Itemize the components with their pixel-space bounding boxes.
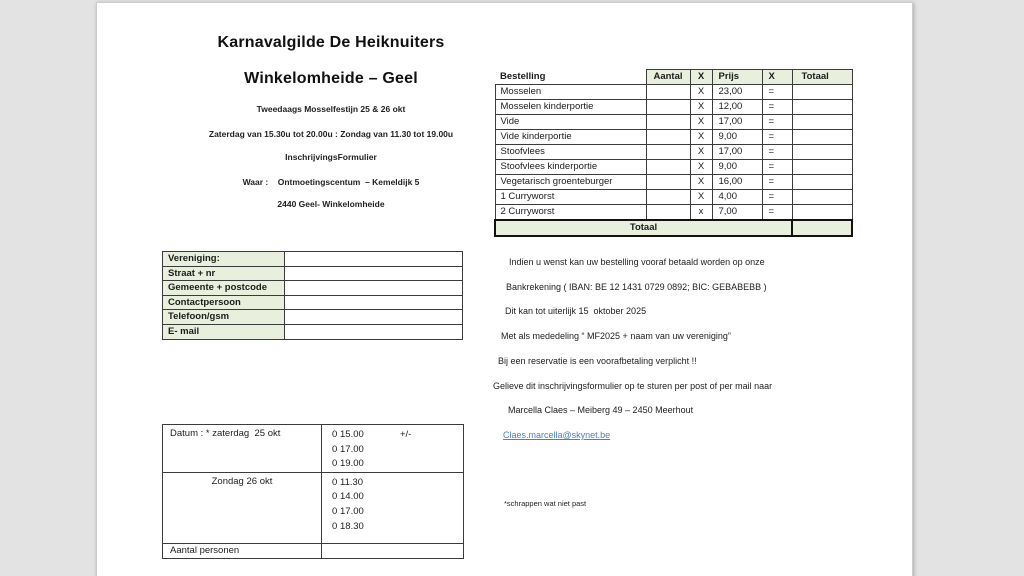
order-x-cell: X (690, 160, 712, 175)
order-aantal-input-cell[interactable] (646, 145, 690, 160)
payment-line: Bankrekening ( IBAN: BE 12 1431 0729 0892; BIC: GEBABEBB ) (506, 281, 767, 292)
contact-label-cell: Straat + nr (163, 266, 285, 281)
contact-label-cell: Vereniging: (163, 252, 285, 267)
order-prijs-cell: 7,00 (712, 205, 762, 221)
circle-mark[interactable]: 0 (332, 491, 338, 503)
order-eq-cell: = (762, 100, 792, 115)
saturday-times-cell (322, 425, 464, 473)
time-option-line[interactable] (322, 443, 463, 458)
time-value: 11.30 (340, 476, 364, 488)
order-row (495, 205, 852, 221)
order-header-x2: X (762, 70, 792, 85)
order-x-cell: X (690, 175, 712, 190)
time-option-line[interactable] (322, 476, 463, 491)
contact-label-cell: Gemeente + postcode (163, 281, 285, 296)
contact-value-input-cell[interactable] (285, 295, 463, 310)
order-header-prijs: Prijs (712, 70, 762, 85)
order-x-cell: X (690, 145, 712, 160)
order-row (495, 100, 852, 115)
order-prijs-cell: 12,00 (712, 100, 762, 115)
time-option-line[interactable] (322, 520, 463, 535)
order-prijs-cell: 9,00 (712, 160, 762, 175)
payment-line: Dit kan tot uiterlijk 15 oktober 2025 (505, 306, 647, 317)
contact-row (163, 281, 463, 296)
payment-contact-line: Marcella Claes – Meiberg 49 – 2450 Meerhout (508, 405, 694, 416)
order-header-x1: X (690, 70, 712, 85)
order-header-row (495, 70, 852, 85)
contact-row (163, 252, 463, 267)
circle-mark[interactable]: 0 (332, 505, 338, 517)
time-option-line[interactable] (322, 505, 463, 520)
order-row (495, 145, 852, 160)
contact-row (163, 266, 463, 281)
order-item-cell: Stoofvlees (495, 145, 646, 160)
order-prijs-cell: 23,00 (712, 85, 762, 100)
time-value: 14.00 (340, 491, 364, 503)
order-aantal-input-cell[interactable] (646, 190, 690, 205)
order-aantal-input-cell[interactable] (646, 130, 690, 145)
sunday-label-cell: Zondag 26 okt (163, 472, 322, 543)
time-value: 17.00 (340, 505, 364, 517)
order-item-cell: Vide kinderportie (495, 130, 646, 145)
order-x-cell: x (690, 205, 712, 221)
order-footer-row (495, 220, 852, 236)
circle-mark[interactable]: 0 (332, 458, 338, 470)
contact-row (163, 310, 463, 325)
order-footer-total-cell[interactable] (792, 220, 852, 236)
time-option-line[interactable] (322, 490, 463, 505)
contact-value-input-cell[interactable] (285, 252, 463, 267)
email-link[interactable]: Claes.marcella@skynet.be (503, 429, 611, 440)
payment-line: Bij een reservatie is een voorafbetaling verplicht !! (498, 355, 697, 366)
plus-minus-suffix: +/- (400, 429, 412, 440)
order-totaal-input-cell[interactable] (792, 205, 852, 221)
order-totaal-input-cell[interactable] (792, 100, 852, 115)
order-aantal-input-cell[interactable] (646, 160, 690, 175)
saturday-label-cell: Datum : * zaterdag 25 okt (163, 425, 322, 473)
order-item-cell: 1 Curryworst (495, 190, 646, 205)
time-option-line[interactable] (322, 457, 463, 472)
payment-email-line (493, 423, 853, 448)
persons-row (163, 543, 464, 558)
order-aantal-input-cell[interactable] (646, 100, 690, 115)
order-prijs-cell: 9,00 (712, 130, 762, 145)
circle-mark[interactable]: 0 (332, 429, 338, 440)
order-eq-cell: = (762, 115, 792, 130)
order-aantal-input-cell[interactable] (646, 175, 690, 190)
order-eq-cell: = (762, 175, 792, 190)
sunday-times-cell (322, 472, 464, 543)
order-prijs-cell: 17,00 (712, 145, 762, 160)
order-row (495, 130, 852, 145)
order-totaal-input-cell[interactable] (792, 145, 852, 160)
payment-info (493, 250, 853, 448)
contact-label-cell: Telefoon/gsm (163, 310, 285, 325)
order-header-aantal: Aantal (646, 70, 690, 85)
contact-label-cell: Contactpersoon (163, 295, 285, 310)
circle-mark[interactable]: 0 (332, 476, 338, 488)
order-eq-cell: = (762, 190, 792, 205)
order-x-cell: X (690, 115, 712, 130)
order-header-totaal: Totaal (792, 70, 852, 85)
page-subtitle: Winkelomheide – Geel (244, 70, 418, 87)
contact-row (163, 295, 463, 310)
contact-value-input-cell[interactable] (285, 266, 463, 281)
order-x-cell: X (690, 190, 712, 205)
order-row (495, 175, 852, 190)
order-totaal-input-cell[interactable] (792, 130, 852, 145)
order-footer-label: Totaal (495, 220, 792, 236)
sunday-row (163, 472, 464, 543)
order-totaal-input-cell[interactable] (792, 190, 852, 205)
order-row (495, 160, 852, 175)
order-eq-cell: = (762, 130, 792, 145)
payment-line: Met als mededeling “ MF2025 + naam van uw vereniging” (501, 331, 731, 342)
persons-label-cell: Aantal personen (163, 543, 322, 558)
order-header-bestelling: Bestelling (495, 70, 646, 85)
order-eq-cell: = (762, 205, 792, 221)
contact-table (162, 251, 463, 340)
order-item-cell: Stoofvlees kinderportie (495, 160, 646, 175)
order-eq-cell: = (762, 145, 792, 160)
order-item-cell: Mosselen (495, 85, 646, 100)
order-prijs-cell: 17,00 (712, 115, 762, 130)
order-item-cell: Vegetarisch groenteburger (495, 175, 646, 190)
order-item-cell: Mosselen kinderportie (495, 100, 646, 115)
order-item-cell: Vide (495, 115, 646, 130)
time-value: 19.00 (340, 458, 364, 470)
circle-mark[interactable]: 0 (332, 520, 338, 532)
date-table (162, 424, 464, 559)
order-x-cell: X (690, 130, 712, 145)
order-aantal-input-cell[interactable] (646, 115, 690, 130)
contact-row (163, 324, 463, 339)
footnote: *schrappen wat niet past (504, 499, 587, 508)
contact-value-input-cell[interactable] (285, 324, 463, 339)
header-line-event: Tweedaags Mosselfestijn 25 & 26 okt (256, 104, 406, 114)
contact-value-input-cell[interactable] (285, 310, 463, 325)
order-prijs-cell: 16,00 (712, 175, 762, 190)
order-totaal-input-cell[interactable] (792, 85, 852, 100)
order-aantal-input-cell[interactable] (646, 205, 690, 221)
header-line-location: Waar : Ontmoetingscentum – Kemeldijk 5 (242, 177, 420, 187)
order-x-cell: X (690, 100, 712, 115)
order-x-cell: X (690, 85, 712, 100)
time-option-line[interactable] (322, 428, 463, 443)
time-value: 18.30 (340, 520, 364, 532)
header-line-hours: Zaterdag van 15.30u tot 20.00u : Zondag van 11.30 tot 19.00u (208, 129, 454, 139)
document-page (96, 2, 913, 576)
order-row (495, 85, 852, 100)
order-eq-cell: = (762, 160, 792, 175)
order-totaal-input-cell[interactable] (792, 160, 852, 175)
order-totaal-input-cell[interactable] (792, 175, 852, 190)
payment-line: Indien u wenst kan uw bestelling vooraf betaald worden op onze (509, 257, 765, 267)
order-row (495, 115, 852, 130)
page-title: Karnavalgilde De Heiknuiters (217, 34, 445, 51)
order-totaal-input-cell[interactable] (792, 115, 852, 130)
order-table (494, 69, 853, 237)
order-row (495, 190, 852, 205)
time-value: 17.00 (340, 443, 364, 455)
order-prijs-cell: 4,00 (712, 190, 762, 205)
order-eq-cell: = (762, 85, 792, 100)
persons-value-input-cell[interactable] (322, 543, 464, 558)
header-line-city: 2440 Geel- Winkelomheide (277, 199, 385, 209)
order-aantal-input-cell[interactable] (646, 85, 690, 100)
contact-value-input-cell[interactable] (285, 281, 463, 296)
time-value: 15.00 (340, 429, 364, 440)
header-line-formtitle: InschrijvingsFormulier (285, 152, 377, 162)
circle-mark[interactable]: 0 (332, 443, 338, 455)
order-item-cell: 2 Curryworst (495, 205, 646, 221)
contact-label-cell: E- mail (163, 324, 285, 339)
payment-line: Gelieve dit inschrijvingsformulier op te sturen per post of per mail naar (493, 380, 773, 391)
saturday-row (163, 425, 464, 473)
